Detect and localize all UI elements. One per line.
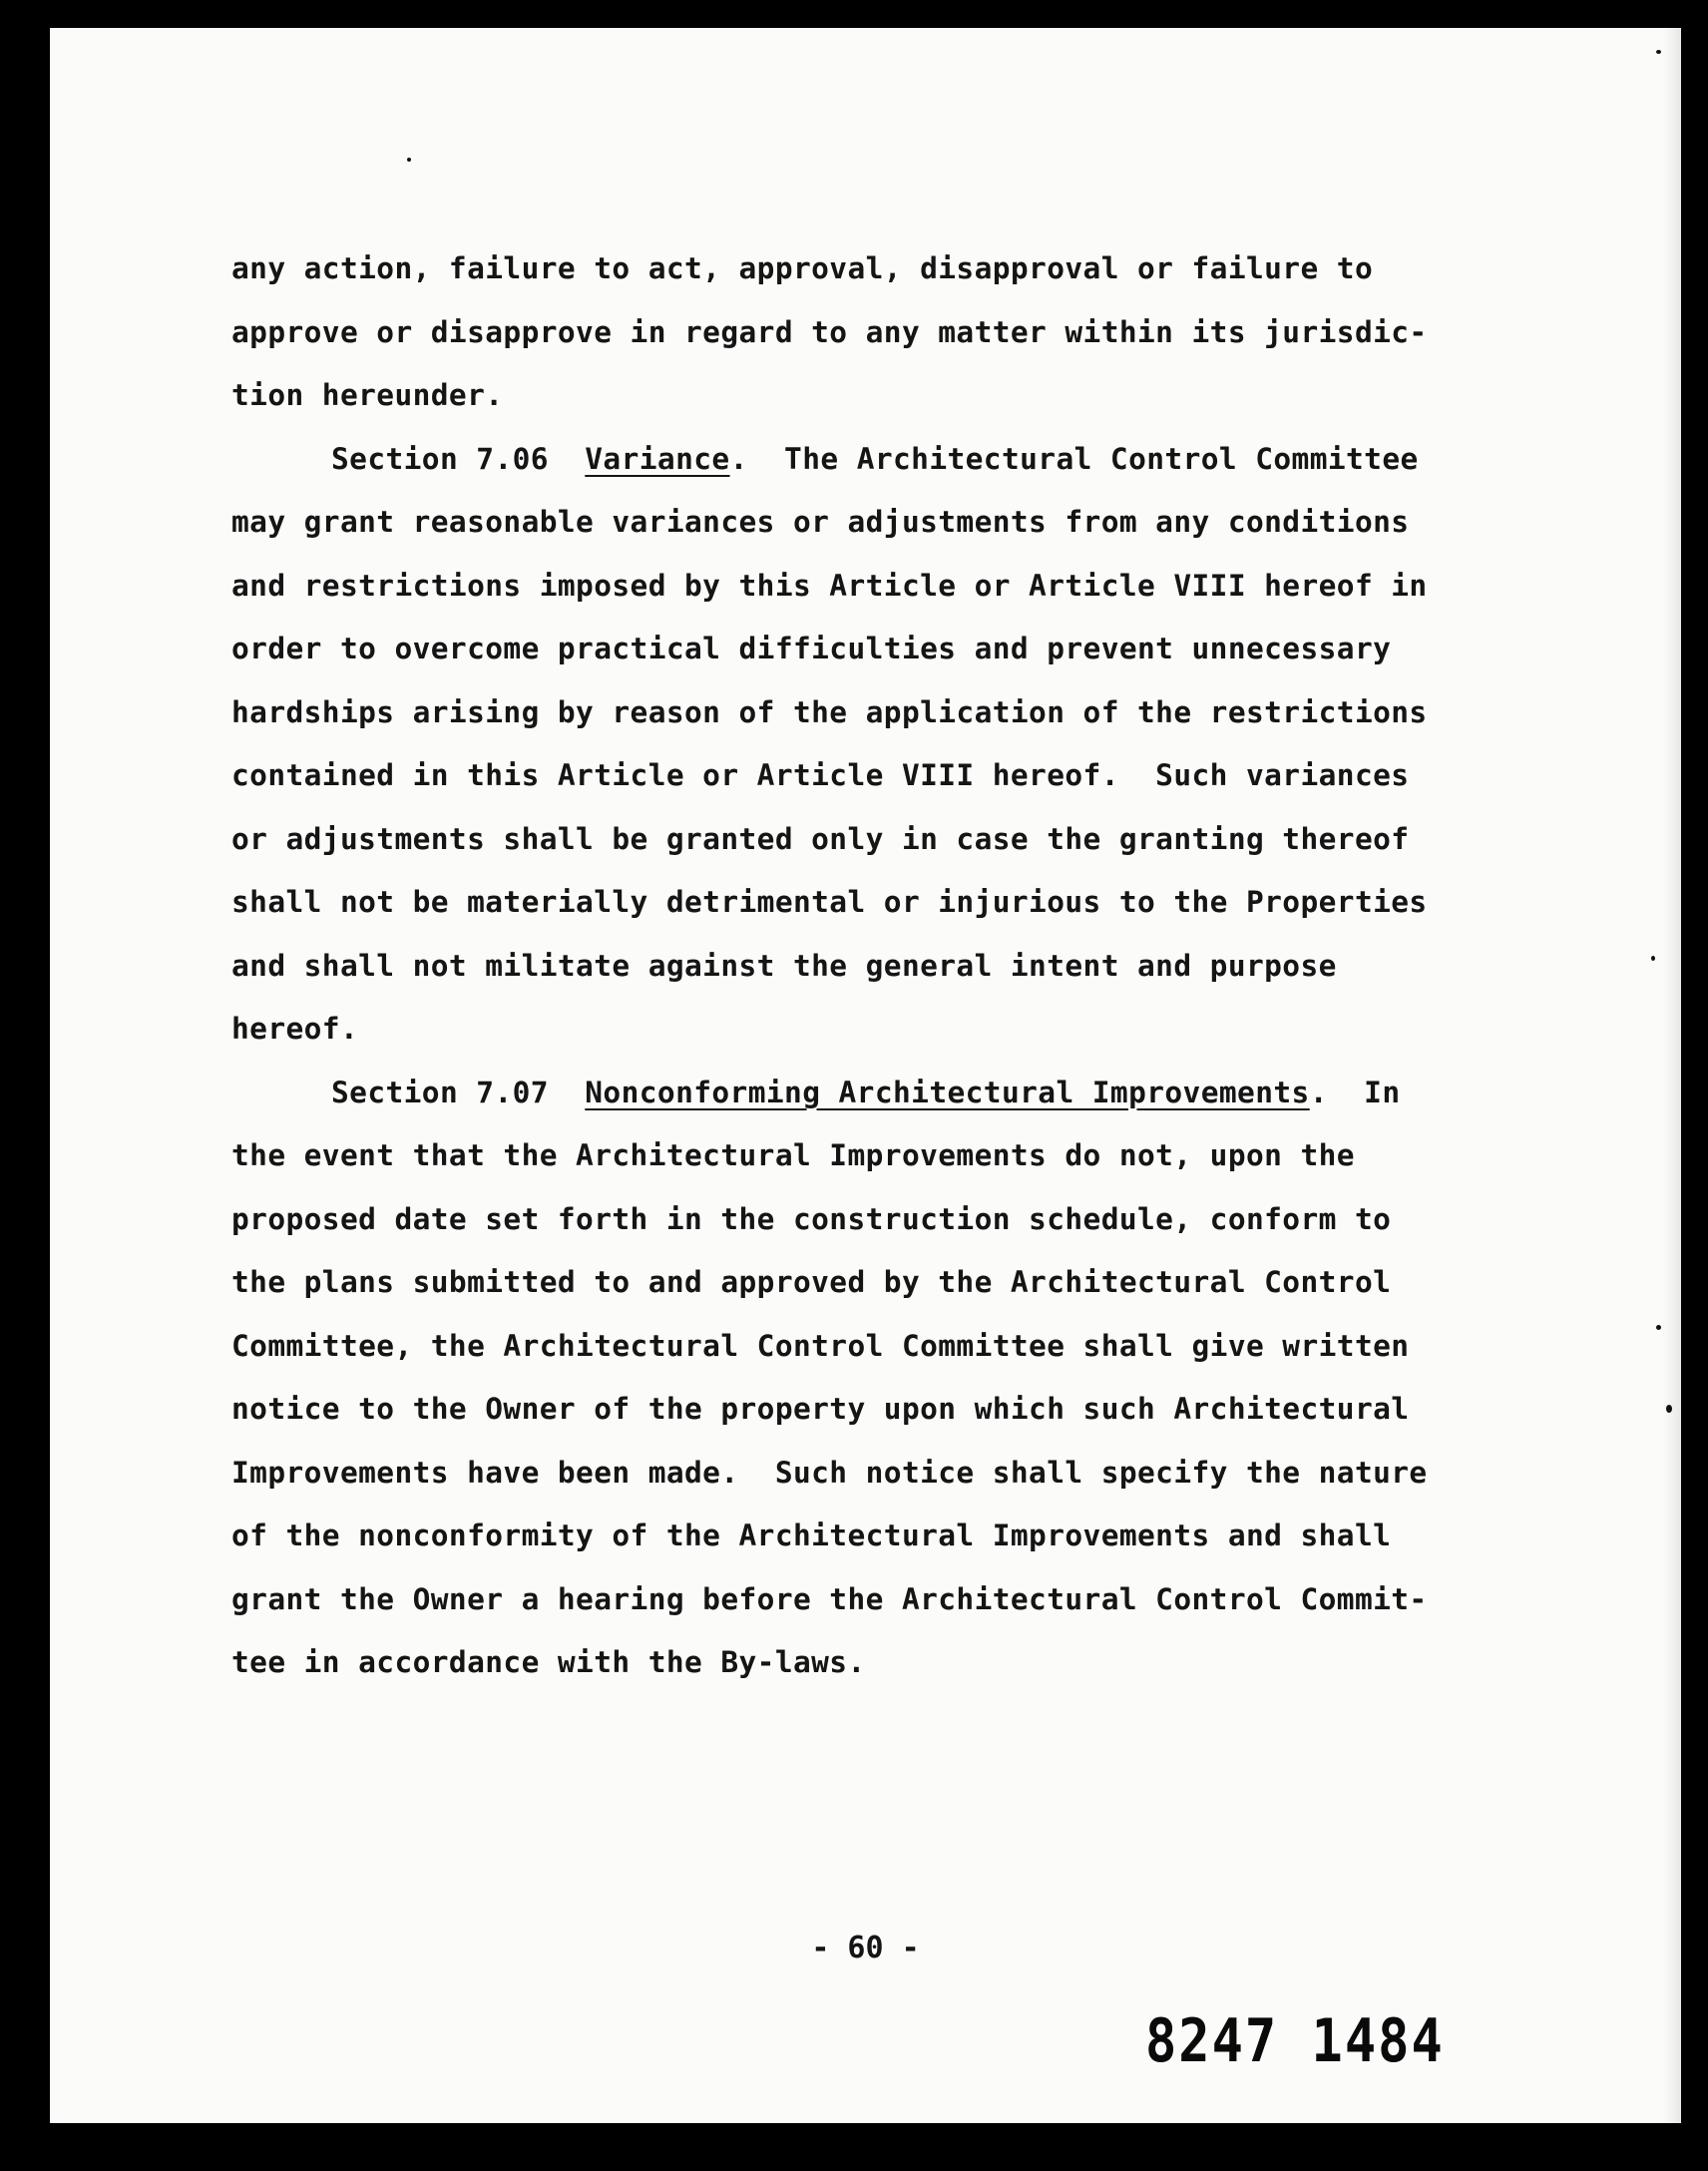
text-line: approve or disapprove in regard to any matter within its jurisdic- [231, 314, 1428, 349]
scan-speck [1656, 50, 1661, 54]
section-706-number: Section 7.06 [331, 441, 549, 476]
text-line: the event that the Architectural Improvements do not, upon the [231, 1138, 1355, 1172]
text-line: any action, failure to act, approval, disapproval or failure to [231, 251, 1374, 285]
document-page [50, 28, 1681, 2123]
section-706-heading-line: Section 7.06 Variance. The Architectural Control Committee [331, 441, 1419, 476]
scan-speck [1656, 1325, 1661, 1330]
text-line: tion hereunder. [231, 378, 504, 412]
scan-speck [407, 158, 411, 162]
text-line: of the nonconformity of the Architectural Improvements and shall [231, 1519, 1392, 1552]
text-line: proposed date set forth in the construction schedule, conform to [231, 1201, 1392, 1236]
text-line: notice to the Owner of the property upon which such Architectural [231, 1392, 1410, 1426]
section-707-title: Nonconforming Architectural Improvements [585, 1075, 1310, 1109]
text-line: may grant reasonable variances or adjustments from any conditions [231, 505, 1410, 539]
text-line: order to overcome practical difficulties and prevent unnecessary [231, 632, 1392, 665]
text-line: Improvements have been made. Such notice shall specify the nature [231, 1455, 1428, 1490]
section-707-number: Section 7.07 [331, 1075, 549, 1109]
scan-speck [1666, 1405, 1672, 1413]
text-line: hardships arising by reason of the application of the restrictions [231, 694, 1428, 729]
scan-speck [1651, 956, 1655, 961]
text-line: shall not be materially detrimental or injurious to the Properties [231, 885, 1428, 919]
document-stamp-number: 8247 1484 [1145, 2007, 1445, 2076]
text-line: and restrictions imposed by this Article or Article VIII hereof in [231, 568, 1428, 603]
text-line: hereof. [231, 1012, 359, 1046]
text-line: Committee, the Architectural Control Committee shall give written [231, 1328, 1410, 1363]
page-number: - 60 - [811, 1931, 920, 1965]
document-body [231, 237, 1588, 1695]
section-707-heading-line: Section 7.07 Nonconforming Architectural Improvements. In [331, 1075, 1401, 1109]
section-706-title: Variance [585, 441, 730, 476]
text-line: tee in accordance with the By-laws. [231, 1645, 866, 1679]
text-line: and shall not militate against the general intent and purpose [231, 948, 1337, 983]
section-706-first-line: The Architectural Control Committee [784, 441, 1419, 476]
text-line: contained in this Article or Article VIII hereof. Such variances [231, 758, 1410, 792]
section-707-first-line: In [1364, 1075, 1401, 1109]
text-line: or adjustments shall be granted only in case the granting thereof [231, 821, 1410, 856]
text-line: grant the Owner a hearing before the Architectural Control Commit- [231, 1581, 1428, 1616]
text-line: the plans submitted to and approved by the Architectural Control [231, 1265, 1392, 1299]
